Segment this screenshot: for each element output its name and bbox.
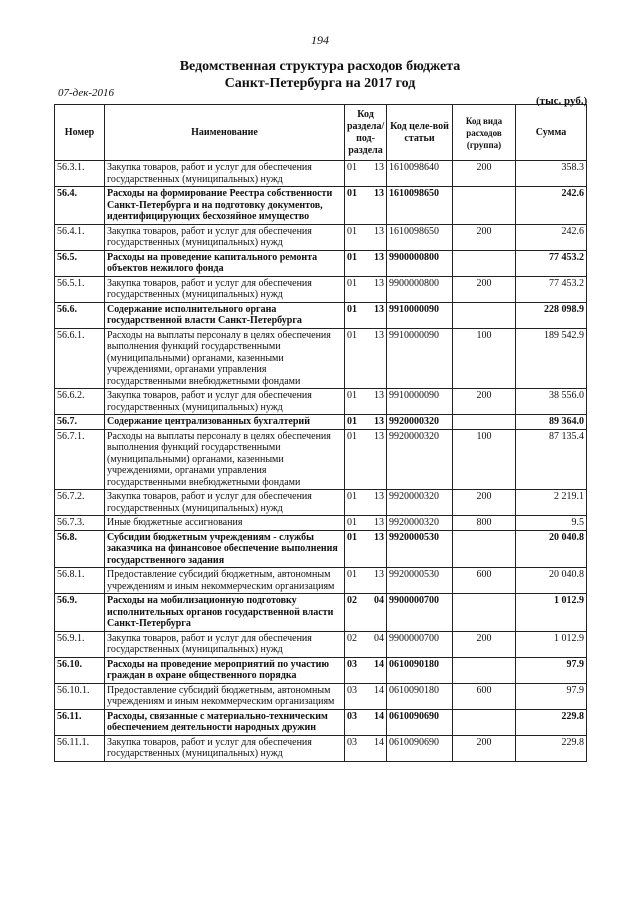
cell-name: Расходы на формирование Реестра собственности Санкт-Петербурга и на подготовку документов, идентифицирующих бесхозяйное имущество <box>105 187 345 225</box>
cell-sum: 38 556.0 <box>516 389 587 415</box>
header-name: Наименование <box>105 105 345 161</box>
cell-grp <box>453 594 516 632</box>
cell-sec: 01 <box>345 415 367 430</box>
cell-sec: 01 <box>345 302 367 328</box>
cell-sum: 1 012.9 <box>516 631 587 657</box>
cell-sec: 01 <box>345 224 367 250</box>
title-line-1: Ведомственная структура расходов бюджета <box>179 59 461 74</box>
cell-name: Расходы на проведение капитального ремонта объектов нежилого фонда <box>105 250 345 276</box>
cell-sub: 13 <box>367 224 387 250</box>
cell-sum: 20 040.8 <box>516 568 587 594</box>
cell-sub: 04 <box>367 631 387 657</box>
cell-csr: 9920000320 <box>387 429 453 490</box>
header-group: Код вида расходов (группа) <box>453 105 516 161</box>
cell-name: Субсидии бюджетным учреждениям - службы заказчика на финансовое обеспечение выполнения государственного задания <box>105 530 345 568</box>
cell-grp: 200 <box>453 224 516 250</box>
cell-csr: 9910000090 <box>387 302 453 328</box>
cell-sub: 13 <box>367 250 387 276</box>
cell-sub: 14 <box>367 657 387 683</box>
cell-grp <box>453 657 516 683</box>
cell-csr: 9920000320 <box>387 415 453 430</box>
header-num: Номер <box>55 105 105 161</box>
cell-sub: 13 <box>367 568 387 594</box>
cell-sec: 03 <box>345 735 367 761</box>
cell-sub: 13 <box>367 516 387 531</box>
cell-num: 56.8. <box>55 530 105 568</box>
cell-sum: 2 219.1 <box>516 490 587 516</box>
table-row <box>55 631 587 657</box>
cell-csr: 0610090180 <box>387 657 453 683</box>
cell-num: 56.11. <box>55 709 105 735</box>
table-row <box>55 161 587 187</box>
cell-sec: 03 <box>345 683 367 709</box>
cell-grp <box>453 415 516 430</box>
cell-grp <box>453 530 516 568</box>
cell-csr: 9920000530 <box>387 530 453 568</box>
cell-num: 56.6.2. <box>55 389 105 415</box>
cell-num: 56.9.1. <box>55 631 105 657</box>
cell-num: 56.3.1. <box>55 161 105 187</box>
cell-sec: 01 <box>345 161 367 187</box>
table-row <box>55 683 587 709</box>
table-row <box>55 594 587 632</box>
cell-num: 56.6. <box>55 302 105 328</box>
cell-grp: 800 <box>453 516 516 531</box>
cell-csr: 9900000700 <box>387 631 453 657</box>
cell-grp: 200 <box>453 735 516 761</box>
cell-name: Закупка товаров, работ и услуг для обеспечения государственных (муниципальных) нужд <box>105 735 345 761</box>
table-row <box>55 250 587 276</box>
cell-sum: 189 542.9 <box>516 328 587 389</box>
cell-name: Закупка товаров, работ и услуг для обеспечения государственных (муниципальных) нужд <box>105 631 345 657</box>
table-row <box>55 490 587 516</box>
cell-num: 56.4.1. <box>55 224 105 250</box>
cell-grp: 200 <box>453 389 516 415</box>
cell-sec: 01 <box>345 490 367 516</box>
cell-num: 56.7.3. <box>55 516 105 531</box>
cell-sub: 13 <box>367 429 387 490</box>
cell-sum: 87 135.4 <box>516 429 587 490</box>
cell-sum: 229.8 <box>516 709 587 735</box>
cell-name: Расходы на проведение мероприятий по участию граждан в охране общественного порядка <box>105 657 345 683</box>
table-row <box>55 516 587 531</box>
cell-csr: 1610098650 <box>387 187 453 225</box>
header-section: Код раздела/ под-раздела <box>345 105 387 161</box>
cell-sub: 14 <box>367 709 387 735</box>
cell-name: Закупка товаров, работ и услуг для обеспечения государственных (муниципальных) нужд <box>105 161 345 187</box>
header-csr: Код целе-вой статьи <box>387 105 453 161</box>
cell-grp: 600 <box>453 568 516 594</box>
units-label: (тыс. руб.) <box>536 95 588 107</box>
table-row <box>55 276 587 302</box>
table-row <box>55 657 587 683</box>
cell-sub: 13 <box>367 328 387 389</box>
cell-csr: 9900000700 <box>387 594 453 632</box>
cell-name: Закупка товаров, работ и услуг для обеспечения государственных (муниципальных) нужд <box>105 276 345 302</box>
table-row <box>55 302 587 328</box>
cell-name: Расходы, связанные с материально-техническим обеспечением деятельности народных дружин <box>105 709 345 735</box>
cell-num: 56.8.1. <box>55 568 105 594</box>
table-row <box>55 224 587 250</box>
cell-grp <box>453 709 516 735</box>
cell-sum: 89 364.0 <box>516 415 587 430</box>
table-row <box>55 187 587 225</box>
cell-sum: 358.3 <box>516 161 587 187</box>
cell-name: Закупка товаров, работ и услуг для обеспечения государственных (муниципальных) нужд <box>105 389 345 415</box>
cell-name: Расходы на выплаты персоналу в целях обеспечения выполнения функций государственными (муниципальными) органами, казенными учреждениями, органами управления государственными внебюджетными фондами <box>105 328 345 389</box>
cell-csr: 9900000800 <box>387 276 453 302</box>
cell-sub: 13 <box>367 415 387 430</box>
cell-sec: 01 <box>345 187 367 225</box>
cell-sum: 229.8 <box>516 735 587 761</box>
cell-name: Содержание исполнительного органа государственной власти Санкт-Петербурга <box>105 302 345 328</box>
cell-num: 56.10.1. <box>55 683 105 709</box>
cell-sub: 13 <box>367 530 387 568</box>
cell-name: Иные бюджетные ассигнования <box>105 516 345 531</box>
cell-sub: 04 <box>367 594 387 632</box>
cell-grp: 200 <box>453 631 516 657</box>
cell-sec: 01 <box>345 516 367 531</box>
cell-sub: 13 <box>367 187 387 225</box>
cell-sum: 77 453.2 <box>516 276 587 302</box>
cell-csr: 1610098650 <box>387 224 453 250</box>
cell-num: 56.7. <box>55 415 105 430</box>
cell-name: Предоставление субсидий бюджетным, автономным учреждениям и иным некоммерческим организациям <box>105 683 345 709</box>
cell-csr: 0610090690 <box>387 709 453 735</box>
header-sum: Сумма <box>516 105 587 161</box>
cell-grp: 100 <box>453 328 516 389</box>
cell-num: 56.4. <box>55 187 105 225</box>
cell-sub: 14 <box>367 735 387 761</box>
cell-sub: 13 <box>367 302 387 328</box>
cell-name: Содержание централизованных бухгалтерий <box>105 415 345 430</box>
cell-grp: 200 <box>453 490 516 516</box>
cell-sec: 01 <box>345 530 367 568</box>
cell-num: 56.5. <box>55 250 105 276</box>
cell-sec: 03 <box>345 709 367 735</box>
table-body <box>55 161 587 762</box>
cell-sum: 1 012.9 <box>516 594 587 632</box>
cell-sum: 77 453.2 <box>516 250 587 276</box>
cell-grp <box>453 187 516 225</box>
cell-grp: 100 <box>453 429 516 490</box>
table-header-row <box>55 105 587 161</box>
cell-name: Закупка товаров, работ и услуг для обеспечения государственных (муниципальных) нужд <box>105 490 345 516</box>
cell-sec: 01 <box>345 389 367 415</box>
table-row <box>55 735 587 761</box>
budget-table <box>54 104 587 762</box>
cell-sub: 14 <box>367 683 387 709</box>
cell-csr: 9920000320 <box>387 516 453 531</box>
cell-sub: 13 <box>367 389 387 415</box>
cell-sec: 02 <box>345 594 367 632</box>
cell-grp <box>453 250 516 276</box>
cell-num: 56.6.1. <box>55 328 105 389</box>
cell-sum: 9.5 <box>516 516 587 531</box>
cell-csr: 9920000320 <box>387 490 453 516</box>
cell-sec: 03 <box>345 657 367 683</box>
cell-sum: 242.6 <box>516 224 587 250</box>
cell-name: Расходы на выплаты персоналу в целях обеспечения выполнения функций государственными (муниципальными) органами, казенными учреждениями, органами управления государственными внебюджетными фондами <box>105 429 345 490</box>
cell-csr: 0610090180 <box>387 683 453 709</box>
cell-sum: 20 040.8 <box>516 530 587 568</box>
cell-csr: 9920000530 <box>387 568 453 594</box>
cell-grp: 200 <box>453 161 516 187</box>
cell-name: Расходы на мобилизационную подготовку исполнительных органов государственной власти Санкт-Петербурга <box>105 594 345 632</box>
cell-num: 56.7.1. <box>55 429 105 490</box>
cell-sum: 97.9 <box>516 683 587 709</box>
cell-sec: 01 <box>345 328 367 389</box>
cell-num: 56.5.1. <box>55 276 105 302</box>
cell-sub: 13 <box>367 490 387 516</box>
cell-csr: 9900000800 <box>387 250 453 276</box>
cell-sum: 242.6 <box>516 187 587 225</box>
cell-name: Предоставление субсидий бюджетным, автономным учреждениям и иным некоммерческим организациям <box>105 568 345 594</box>
cell-grp: 600 <box>453 683 516 709</box>
cell-num: 56.9. <box>55 594 105 632</box>
cell-csr: 1610098640 <box>387 161 453 187</box>
cell-grp: 200 <box>453 276 516 302</box>
cell-sec: 01 <box>345 568 367 594</box>
cell-name: Закупка товаров, работ и услуг для обеспечения государственных (муниципальных) нужд <box>105 224 345 250</box>
document-date: 07-дек-2016 <box>58 87 115 99</box>
title-line-2: Санкт-Петербурга на 2017 год <box>224 76 416 91</box>
cell-sub: 13 <box>367 276 387 302</box>
cell-num: 56.7.2. <box>55 490 105 516</box>
cell-sec: 01 <box>345 276 367 302</box>
cell-sum: 97.9 <box>516 657 587 683</box>
cell-sum: 228 098.9 <box>516 302 587 328</box>
table-row <box>55 429 587 490</box>
cell-csr: 9910000090 <box>387 328 453 389</box>
cell-num: 56.10. <box>55 657 105 683</box>
cell-grp <box>453 302 516 328</box>
table-row <box>55 328 587 389</box>
table-row <box>55 415 587 430</box>
table-row <box>55 568 587 594</box>
table-row <box>55 389 587 415</box>
cell-csr: 9910000090 <box>387 389 453 415</box>
cell-sec: 01 <box>345 250 367 276</box>
cell-sub: 13 <box>367 161 387 187</box>
table-row <box>55 530 587 568</box>
cell-csr: 0610090690 <box>387 735 453 761</box>
table-row <box>55 709 587 735</box>
page-number: 194 <box>311 33 329 47</box>
cell-num: 56.11.1. <box>55 735 105 761</box>
cell-sec: 02 <box>345 631 367 657</box>
cell-sec: 01 <box>345 429 367 490</box>
